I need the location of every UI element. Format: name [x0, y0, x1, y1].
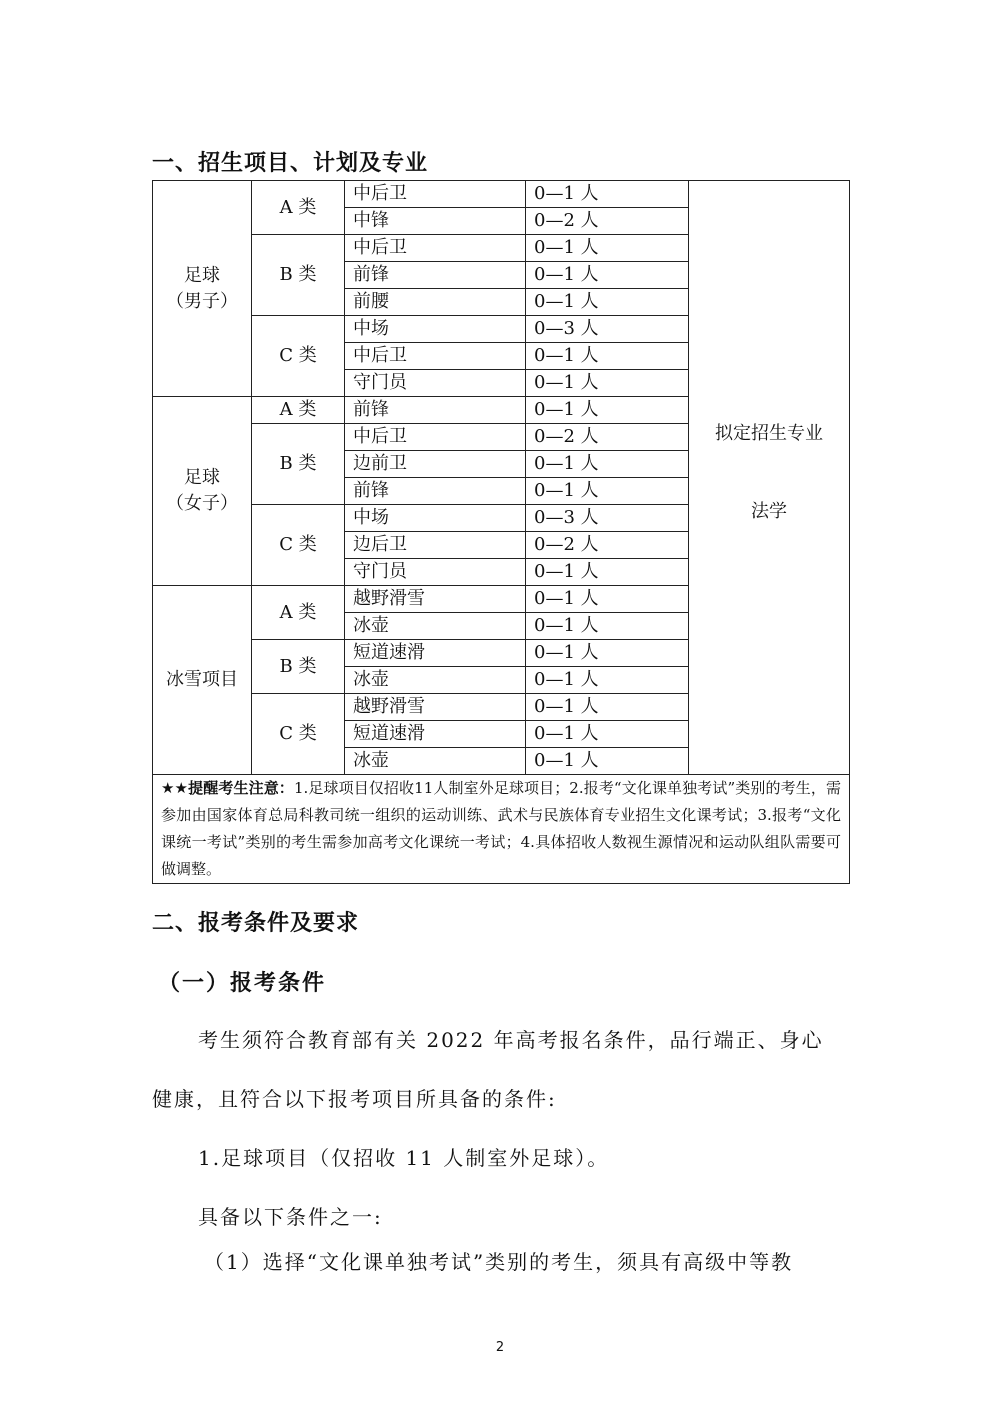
note-row — [153, 775, 850, 884]
quota-cell: 0—1 人 — [526, 694, 689, 721]
quota-cell: 0—3 人 — [526, 505, 689, 532]
paragraph-line: 考生须符合教育部有关 2022 年高考报名条件，品行端正、身心 — [198, 1028, 824, 1052]
project-cell — [153, 397, 252, 586]
list-item: 1.足球项目（仅招收 11 人制室外足球）。 — [198, 1146, 610, 1170]
position-cell: 守门员 — [345, 370, 526, 397]
position-cell: 冰壶 — [345, 667, 526, 694]
class-cell: C 类 — [252, 316, 345, 397]
quota-cell: 0—2 人 — [526, 532, 689, 559]
position-cell: 中后卫 — [345, 235, 526, 262]
class-cell: B 类 — [252, 235, 345, 316]
position-cell: 守门员 — [345, 559, 526, 586]
class-cell: C 类 — [252, 694, 345, 775]
position-cell: 前锋 — [345, 262, 526, 289]
major-cell — [689, 181, 850, 775]
position-cell: 前腰 — [345, 289, 526, 316]
quota-cell: 0—1 人 — [526, 478, 689, 505]
quota-cell: 0—1 人 — [526, 370, 689, 397]
quota-cell: 0—1 人 — [526, 748, 689, 775]
class-cell: A 类 — [252, 397, 345, 424]
project-label: 足球 — [184, 467, 220, 488]
quota-cell: 0—1 人 — [526, 343, 689, 370]
section1-title: 一、招生项目、计划及专业 — [152, 151, 429, 176]
class-cell: B 类 — [252, 424, 345, 505]
quota-cell: 0—1 人 — [526, 559, 689, 586]
quota-cell: 0—1 人 — [526, 451, 689, 478]
project-label: 冰雪项目 — [166, 669, 238, 690]
position-cell: 冰壶 — [345, 748, 526, 775]
quota-cell: 0—1 人 — [526, 235, 689, 262]
position-cell: 中锋 — [345, 208, 526, 235]
position-cell: 冰壶 — [345, 613, 526, 640]
position-cell: 中后卫 — [345, 181, 526, 208]
position-cell: 前锋 — [345, 478, 526, 505]
position-cell: 中后卫 — [345, 343, 526, 370]
table-row — [153, 181, 850, 208]
quota-cell: 0—1 人 — [526, 181, 689, 208]
quota-cell: 0—1 人 — [526, 640, 689, 667]
page-number: 2 — [495, 1340, 505, 1355]
quota-cell: 0—1 人 — [526, 667, 689, 694]
note-body: 1.足球项目仅招收11人制室外足球项目；2.报考“文化课单独考试”类别的考生，需参加由国家体育总局科教司统一组织的运动训练、武术与民族体育专业招生文化课考试；3.报考“文化课统一考试”类别的考生需参加高考文化课统一考试；4.具体招收人数视生源情况和运动队组队需要可做调整。 — [161, 779, 841, 878]
major-label: 拟定招生专业 — [715, 422, 823, 444]
quota-cell: 0—1 人 — [526, 397, 689, 424]
project-cell — [153, 586, 252, 775]
quota-cell: 0—1 人 — [526, 262, 689, 289]
quota-cell: 0—2 人 — [526, 424, 689, 451]
quota-cell: 0—1 人 — [526, 613, 689, 640]
section2-title: 二、报考条件及要求 — [152, 911, 360, 936]
class-cell: A 类 — [252, 586, 345, 640]
list-item: 具备以下条件之一: — [198, 1205, 383, 1229]
project-label: （男子） — [166, 290, 238, 312]
project-cell — [153, 181, 252, 397]
position-cell: 边前卫 — [345, 451, 526, 478]
note-lead: ★★提醒考生注意： — [161, 779, 294, 797]
position-cell: 前锋 — [345, 397, 526, 424]
class-cell: C 类 — [252, 505, 345, 586]
paragraph-line: 健康，且符合以下报考项目所具备的条件: — [152, 1087, 557, 1111]
project-label: （女子） — [166, 493, 238, 514]
list-item: （1）选择“文化课单独考试”类别的考生，须具有高级中等教 — [204, 1250, 794, 1274]
quota-cell: 0—3 人 — [526, 316, 689, 343]
position-cell: 中后卫 — [345, 424, 526, 451]
project-label: 足球 — [184, 264, 220, 286]
position-cell: 越野滑雪 — [345, 694, 526, 721]
quota-cell: 0—1 人 — [526, 721, 689, 748]
enrollment-plan-table — [152, 180, 850, 884]
position-cell: 边后卫 — [345, 532, 526, 559]
position-cell: 短道速滑 — [345, 640, 526, 667]
position-cell: 越野滑雪 — [345, 586, 526, 613]
note-cell — [153, 775, 850, 884]
class-cell: B 类 — [252, 640, 345, 694]
class-cell: A 类 — [252, 181, 345, 235]
quota-cell: 0—2 人 — [526, 208, 689, 235]
major-value: 法学 — [751, 500, 787, 522]
position-cell: 中场 — [345, 505, 526, 532]
position-cell: 短道速滑 — [345, 721, 526, 748]
position-cell: 中场 — [345, 316, 526, 343]
quota-cell: 0—1 人 — [526, 289, 689, 316]
subsection1-title: （一）报考条件 — [158, 971, 327, 996]
quota-cell: 0—1 人 — [526, 586, 689, 613]
